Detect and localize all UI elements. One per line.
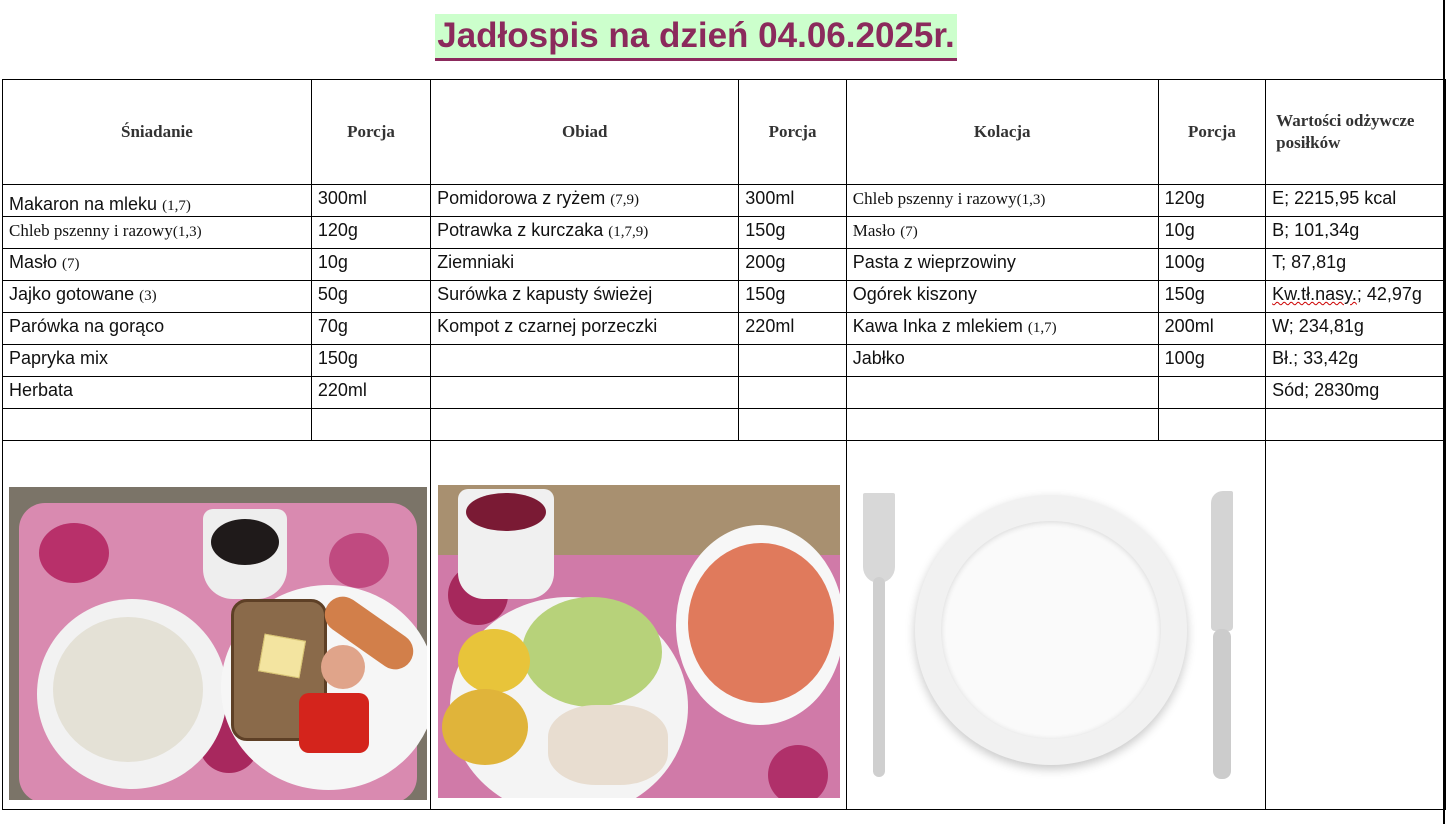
- table-row: [3, 345, 1446, 377]
- breakfast-photo: [9, 487, 427, 800]
- header-porcja-obiad: Porcja: [739, 80, 846, 185]
- porcja-cell: 200ml: [1158, 313, 1265, 345]
- wartosci-cell: E; 2215,95 kcal: [1266, 185, 1446, 217]
- allergen-code: (1,7): [1027, 320, 1057, 336]
- dish-name: Kawa Inka z mlekiem: [852, 316, 1023, 336]
- obiad-cell: Kompot z czarnej porzeczki: [431, 313, 739, 345]
- kolacja-cell: [846, 377, 1158, 409]
- allergen-code: (1,7): [162, 198, 191, 214]
- tomato-soup: [688, 543, 834, 703]
- menu-table: [2, 79, 1446, 810]
- kolacja-cell: [846, 185, 1158, 217]
- butter: [258, 634, 306, 679]
- sniadanie-cell: [3, 185, 312, 217]
- porcja-cell: 10g: [1158, 217, 1265, 249]
- dish-name: Jajko gotowane: [9, 284, 135, 304]
- empty-cell: [739, 409, 846, 441]
- dish-name: Masło: [852, 221, 896, 240]
- flower-pattern: [768, 745, 828, 798]
- fork-icon: [863, 493, 895, 583]
- lunch-photo-cell: [431, 441, 847, 810]
- flower-pattern: [329, 533, 389, 588]
- porcja-cell: 70g: [311, 313, 430, 345]
- porcja-cell: 50g: [311, 281, 430, 313]
- allergen-code: (1,7,9): [608, 224, 649, 240]
- compote: [466, 493, 546, 531]
- wartosci-cell: B; 101,34g: [1266, 217, 1446, 249]
- wartosci-cell: [1266, 281, 1446, 313]
- table-row: [3, 377, 1446, 409]
- header-sniadanie: Śniadanie: [3, 80, 312, 185]
- table-row: [3, 217, 1446, 249]
- obiad-cell: Ziemniaki: [431, 249, 739, 281]
- table-row: [3, 313, 1446, 345]
- fork-handle: [873, 577, 885, 777]
- empty-row: [3, 409, 1446, 441]
- allergen-code: (3): [139, 288, 157, 304]
- allergen-code: (1,3): [1016, 192, 1046, 208]
- porcja-cell: 100g: [1158, 249, 1265, 281]
- cabbage-salad: [522, 597, 662, 707]
- header-obiad: Obiad: [431, 80, 739, 185]
- porcja-cell: 220ml: [739, 313, 846, 345]
- allergen-code: (7,9): [610, 192, 639, 208]
- empty-photo-cell: [1266, 441, 1446, 810]
- wartosci-cell: Bł.; 33,42g: [1266, 345, 1446, 377]
- table-row: [3, 185, 1446, 217]
- flower-pattern: [39, 523, 109, 583]
- porridge: [53, 617, 203, 762]
- sniadanie-cell: [3, 217, 312, 249]
- empty-plate-photo: [847, 481, 1265, 781]
- egg: [321, 645, 365, 689]
- porcja-cell: 150g: [739, 217, 846, 249]
- dinner-photo-cell: [846, 441, 1265, 810]
- obiad-cell: [431, 185, 739, 217]
- kolacja-cell: Jabłko: [846, 345, 1158, 377]
- porcja-cell: 150g: [739, 281, 846, 313]
- allergen-code: (7): [900, 224, 918, 240]
- wartosci-cell: Sód; 2830mg: [1266, 377, 1446, 409]
- wartosci-cell: T; 87,81g: [1266, 249, 1446, 281]
- porcja-cell: 150g: [1158, 281, 1265, 313]
- tea: [211, 519, 279, 565]
- kolacja-cell: [846, 217, 1158, 249]
- porcja-cell: 120g: [311, 217, 430, 249]
- sniadanie-cell: [3, 249, 312, 281]
- sniadanie-cell: [3, 281, 312, 313]
- wartosci-cell: W; 234,81g: [1266, 313, 1446, 345]
- header-porcja-sniadanie: Porcja: [311, 80, 430, 185]
- porcja-cell: 300ml: [311, 185, 430, 217]
- allergen-code: (1,3): [172, 224, 202, 240]
- porcja-cell: 150g: [311, 345, 430, 377]
- porcja-cell: 200g: [739, 249, 846, 281]
- empty-cell: [1266, 409, 1446, 441]
- obiad-cell: [431, 217, 739, 249]
- dish-name: Potrawka z kurczaka: [437, 220, 604, 240]
- header-wartosci: Wartości odżywcze posiłków: [1266, 80, 1446, 185]
- header-kolacja: Kolacja: [846, 80, 1158, 185]
- porcja-cell: 10g: [311, 249, 430, 281]
- obiad-cell: [431, 377, 739, 409]
- obiad-cell: Surówka z kapusty świeżej: [431, 281, 739, 313]
- porcja-cell: [739, 345, 846, 377]
- sniadanie-cell: Parówka na gorąco: [3, 313, 312, 345]
- obiad-cell: [431, 345, 739, 377]
- porcja-cell: [1158, 377, 1265, 409]
- plate-icon: [915, 495, 1187, 765]
- pepper: [299, 693, 369, 753]
- nutrient-value: ; 42,97g: [1356, 284, 1422, 304]
- kolacja-cell: [846, 313, 1158, 345]
- empty-cell: [846, 409, 1158, 441]
- kolacja-cell: Pasta z wieprzowiny: [846, 249, 1158, 281]
- porcja-cell: 120g: [1158, 185, 1265, 217]
- empty-cell: [431, 409, 739, 441]
- dish-name: Chleb pszenny i razowy: [9, 221, 173, 240]
- kolacja-cell: Ogórek kiszony: [846, 281, 1158, 313]
- empty-cell: [3, 409, 312, 441]
- table-row: [3, 281, 1446, 313]
- plate-rim: [941, 521, 1161, 739]
- header-porcja-kolacja: Porcja: [1158, 80, 1265, 185]
- porcja-cell: 220ml: [311, 377, 430, 409]
- dish-name: Chleb pszenny i razowy: [852, 189, 1017, 208]
- lunch-photo: [438, 485, 840, 798]
- dish-name: Pomidorowa z ryżem: [437, 188, 606, 208]
- table-row: [3, 249, 1446, 281]
- dish-name: Masło: [9, 252, 58, 272]
- allergen-code: (7): [62, 256, 80, 272]
- page-title: Jadłospis na dzień 04.06.2025r.: [435, 14, 957, 61]
- page-edge-rule: [1443, 0, 1445, 824]
- photo-row: [3, 441, 1446, 810]
- porcja-cell: 100g: [1158, 345, 1265, 377]
- breakfast-photo-cell: [3, 441, 431, 810]
- knife-handle: [1213, 629, 1231, 779]
- sniadanie-cell: Herbata: [3, 377, 312, 409]
- empty-cell: [311, 409, 430, 441]
- potato: [442, 689, 528, 765]
- porcja-cell: 300ml: [739, 185, 846, 217]
- porcja-cell: [739, 377, 846, 409]
- empty-cell: [1158, 409, 1265, 441]
- potato: [458, 629, 530, 693]
- title-wrap: [0, 14, 1392, 61]
- chicken-stew: [548, 705, 668, 785]
- sniadanie-cell: Papryka mix: [3, 345, 312, 377]
- knife-icon: [1211, 491, 1233, 631]
- dish-name: Makaron na mleku: [9, 194, 158, 214]
- nutrient-label: Kw.tł.nasy.: [1272, 284, 1357, 304]
- header-row: [3, 80, 1446, 185]
